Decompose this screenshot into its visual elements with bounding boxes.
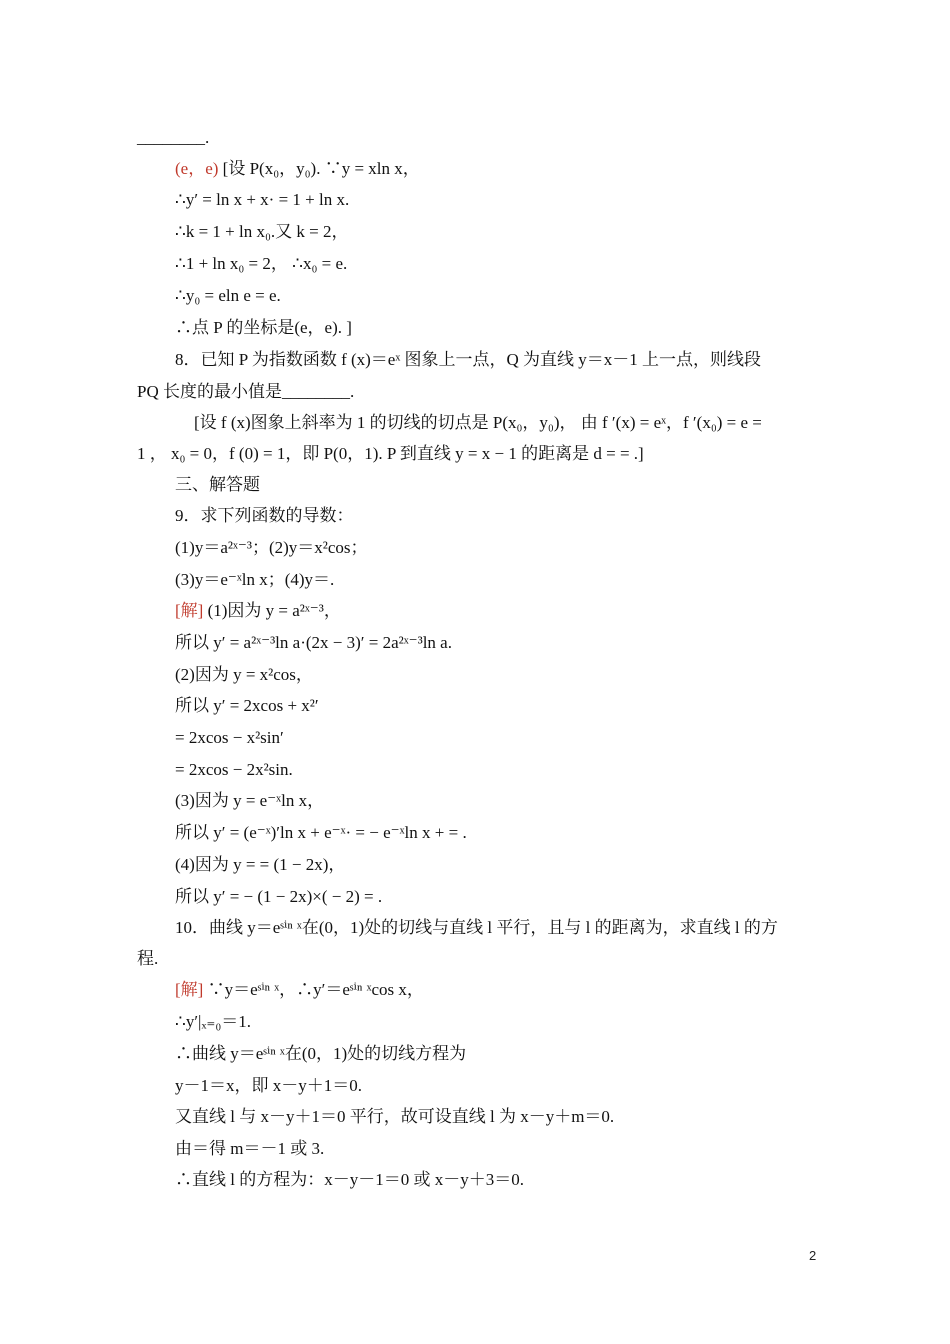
answer-tag: (e，e) [175, 159, 223, 178]
solution-8-line-2: 1 ， x₀ = 0，f (0) = 1，即 P(0，1). P 到直线 y = x − 1 的距离是 d = = .] [137, 444, 644, 463]
question-8: 8．已知 P 为指数函数 f (x)＝eˣ 图象上一点，Q 为直线 y＝x－1 上一点，则线段 [175, 350, 762, 369]
solution-10-line-2: ∴y′|ₓ₌₀＝1. [175, 1012, 252, 1031]
text-line-7: ∴点 P 的坐标是(e，e). ] [175, 318, 352, 337]
question-10: 10．曲线 y＝eˢⁱⁿ ˣ在(0，1)处的切线与直线 l 平行，且与 l 的距离为，求直线 l 的方 [175, 918, 778, 937]
question-9-parts-1: (1)y＝a²ˣ⁻³；(2)y＝x²cos； [175, 538, 368, 557]
solution-9-line-3: (2)因为 y = x²cos， [175, 665, 313, 684]
solution-9-line-1: [解] (1)因为 y = a²ˣ⁻³， [175, 601, 341, 620]
text-line-1: ________. [137, 128, 210, 147]
solution-10-line-5: 又直线 l 与 x－y＋1＝0 平行，故可设直线 l 为 x－y＋m＝0. [175, 1107, 615, 1126]
question-9-parts-2: (3)y＝e⁻ˣln x；(4)y＝. [175, 570, 335, 589]
text-line-2: (e，e) [设 P(x₀，y₀). ∵y = xln x， [175, 159, 420, 178]
solution-9-line-9: (4)因为 y = = (1 − 2x)， [175, 855, 346, 874]
solution-9-line-6: = 2xcos − 2x²sin. [175, 760, 293, 779]
solution-9-line-8: 所以 y′ = (e⁻ˣ)′ln x + e⁻ˣ· = − e⁻ˣln x + = . [175, 823, 467, 842]
text-line-5: ∴1 + ln x₀ = 2， ∴x₀ = e. [175, 254, 348, 273]
question-9: 9．求下列函数的导数： [175, 506, 354, 525]
solution-10-line-4: y－1＝x，即 x－y＋1＝0. [175, 1076, 362, 1095]
question-10-cont: 程. [137, 949, 159, 968]
solution-9-line-4: 所以 y′ = 2xcos + x²′ [175, 696, 319, 715]
solution-tag: [解] [175, 601, 204, 620]
solution-tag: [解] [175, 980, 204, 999]
section-heading: 三、解答题 [175, 475, 260, 494]
solution-9-line-10: 所以 y′ = − (1 − 2x)×( − 2) = . [175, 887, 383, 906]
question-8-cont: PQ 长度的最小值是________. [137, 382, 355, 401]
text-line-6: ∴y₀ = eln e = e. [175, 286, 281, 305]
solution-10-line-3: ∴曲线 y＝eˢⁱⁿ ˣ在(0，1)处的切线方程为 [175, 1044, 467, 1063]
solution-9-line-2: 所以 y′ = a²ˣ⁻³ln a·(2x − 3)′ = 2a²ˣ⁻³ln a. [175, 633, 452, 652]
text-line-4: ∴k = 1 + ln x₀.又 k = 2， [175, 222, 349, 241]
solution-9-line-5: = 2xcos − x²sin′ [175, 728, 284, 747]
text-line-3: ∴y′ = ln x + x· = 1 + ln x. [175, 190, 350, 209]
page-number: 2 [809, 1248, 817, 1263]
solution-10-line-1: [解] ∵y＝eˢⁱⁿ ˣ，∴y′＝eˢⁱⁿ ˣcos x， [175, 980, 424, 999]
solution-10-line-7: ∴直线 l 的方程为：x－y－1＝0 或 x－y＋3＝0. [175, 1170, 524, 1189]
solution-10-line-6: 由＝得 m＝－1 或 3. [175, 1139, 325, 1158]
solution-8-line-1: [设 f (x)图象上斜率为 1 的切线的切点是 P(x₀，y₀)， 由 f ′(x) = eˣ，f ′(x₀) = e = [194, 413, 762, 432]
solution-9-line-7: (3)因为 y = e⁻ˣln x， [175, 791, 325, 810]
